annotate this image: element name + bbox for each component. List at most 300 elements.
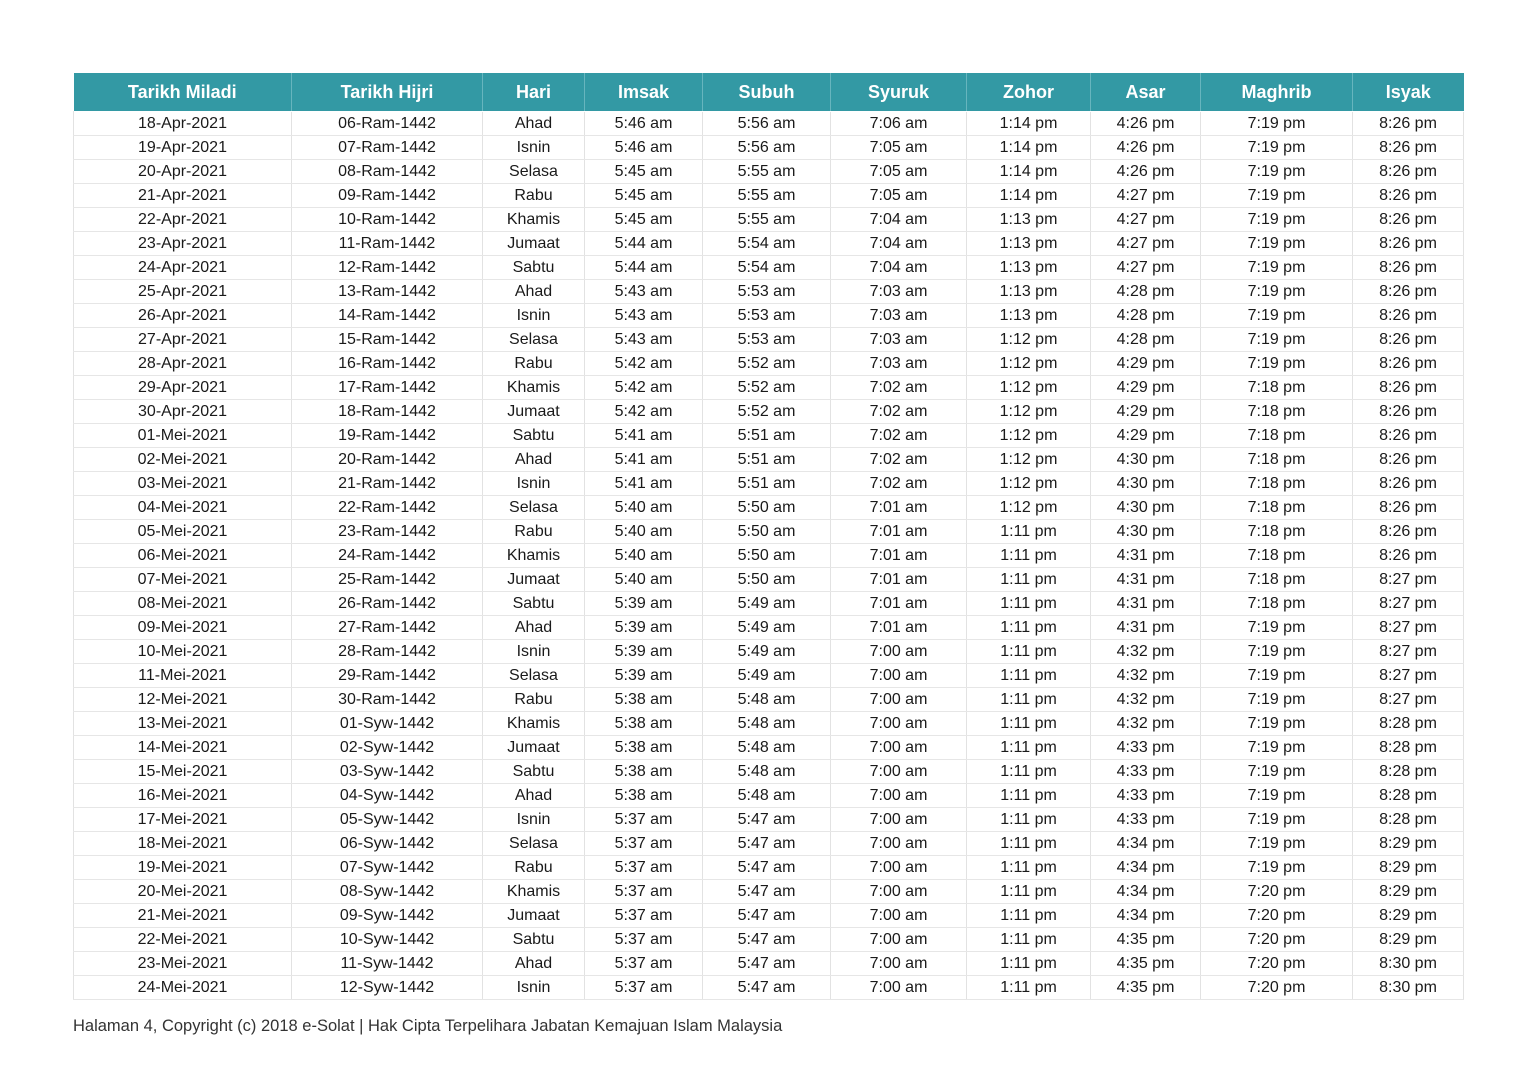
cell-imsak: 5:40 am: [585, 568, 703, 592]
cell-zohor: 1:11 pm: [967, 712, 1091, 736]
cell-tarikh-hijri: 25-Ram-1442: [292, 568, 483, 592]
cell-tarikh-hijri: 24-Ram-1442: [292, 544, 483, 568]
cell-syuruk: 7:03 am: [831, 280, 967, 304]
cell-isyak: 8:29 pm: [1353, 856, 1464, 880]
cell-hari: Isnin: [483, 808, 585, 832]
cell-hari: Ahad: [483, 448, 585, 472]
cell-subuh: 5:49 am: [703, 640, 831, 664]
cell-syuruk: 7:03 am: [831, 352, 967, 376]
cell-tarikh-miladi: 13-Mei-2021: [74, 712, 292, 736]
cell-zohor: 1:11 pm: [967, 904, 1091, 928]
cell-zohor: 1:14 pm: [967, 160, 1091, 184]
cell-hari: Ahad: [483, 280, 585, 304]
cell-maghrib: 7:18 pm: [1201, 376, 1353, 400]
cell-isyak: 8:28 pm: [1353, 760, 1464, 784]
cell-syuruk: 7:00 am: [831, 952, 967, 976]
cell-tarikh-hijri: 27-Ram-1442: [292, 616, 483, 640]
table-row: [74, 520, 1464, 544]
table-row: [74, 616, 1464, 640]
cell-tarikh-miladi: 08-Mei-2021: [74, 592, 292, 616]
cell-imsak: 5:46 am: [585, 136, 703, 160]
cell-subuh: 5:47 am: [703, 832, 831, 856]
cell-tarikh-miladi: 16-Mei-2021: [74, 784, 292, 808]
cell-asar: 4:33 pm: [1091, 736, 1201, 760]
table-row: [74, 256, 1464, 280]
cell-imsak: 5:38 am: [585, 784, 703, 808]
cell-syuruk: 7:00 am: [831, 760, 967, 784]
cell-hari: Rabu: [483, 688, 585, 712]
table-row: [74, 592, 1464, 616]
cell-tarikh-miladi: 04-Mei-2021: [74, 496, 292, 520]
cell-isyak: 8:30 pm: [1353, 976, 1464, 1000]
cell-tarikh-miladi: 24-Mei-2021: [74, 976, 292, 1000]
cell-isyak: 8:29 pm: [1353, 904, 1464, 928]
cell-maghrib: 7:19 pm: [1201, 352, 1353, 376]
prayer-times-table: [73, 73, 1464, 1000]
cell-tarikh-hijri: 11-Syw-1442: [292, 952, 483, 976]
cell-tarikh-hijri: 06-Syw-1442: [292, 832, 483, 856]
cell-hari: Khamis: [483, 208, 585, 232]
cell-asar: 4:27 pm: [1091, 256, 1201, 280]
cell-tarikh-miladi: 23-Apr-2021: [74, 232, 292, 256]
cell-zohor: 1:11 pm: [967, 520, 1091, 544]
cell-imsak: 5:38 am: [585, 688, 703, 712]
cell-zohor: 1:11 pm: [967, 976, 1091, 1000]
cell-hari: Khamis: [483, 376, 585, 400]
cell-subuh: 5:47 am: [703, 880, 831, 904]
cell-imsak: 5:37 am: [585, 856, 703, 880]
cell-maghrib: 7:19 pm: [1201, 736, 1353, 760]
cell-syuruk: 7:00 am: [831, 640, 967, 664]
cell-zohor: 1:11 pm: [967, 928, 1091, 952]
cell-isyak: 8:26 pm: [1353, 472, 1464, 496]
cell-maghrib: 7:19 pm: [1201, 328, 1353, 352]
cell-tarikh-hijri: 14-Ram-1442: [292, 304, 483, 328]
table-row: [74, 376, 1464, 400]
cell-isyak: 8:26 pm: [1353, 112, 1464, 136]
table-row: [74, 712, 1464, 736]
cell-imsak: 5:37 am: [585, 928, 703, 952]
cell-isyak: 8:29 pm: [1353, 880, 1464, 904]
cell-subuh: 5:50 am: [703, 520, 831, 544]
cell-syuruk: 7:01 am: [831, 520, 967, 544]
cell-tarikh-miladi: 20-Apr-2021: [74, 160, 292, 184]
cell-maghrib: 7:19 pm: [1201, 856, 1353, 880]
cell-zohor: 1:11 pm: [967, 832, 1091, 856]
cell-tarikh-hijri: 21-Ram-1442: [292, 472, 483, 496]
cell-asar: 4:33 pm: [1091, 760, 1201, 784]
cell-syuruk: 7:02 am: [831, 400, 967, 424]
cell-imsak: 5:41 am: [585, 448, 703, 472]
cell-subuh: 5:50 am: [703, 568, 831, 592]
cell-zohor: 1:11 pm: [967, 640, 1091, 664]
cell-tarikh-hijri: 08-Ram-1442: [292, 160, 483, 184]
cell-asar: 4:26 pm: [1091, 160, 1201, 184]
cell-zohor: 1:12 pm: [967, 400, 1091, 424]
table-row: [74, 328, 1464, 352]
cell-hari: Rabu: [483, 352, 585, 376]
cell-isyak: 8:26 pm: [1353, 400, 1464, 424]
table-row: [74, 208, 1464, 232]
cell-subuh: 5:47 am: [703, 904, 831, 928]
cell-asar: 4:27 pm: [1091, 232, 1201, 256]
cell-hari: Jumaat: [483, 232, 585, 256]
cell-imsak: 5:43 am: [585, 280, 703, 304]
cell-maghrib: 7:19 pm: [1201, 760, 1353, 784]
cell-isyak: 8:26 pm: [1353, 208, 1464, 232]
cell-zohor: 1:12 pm: [967, 352, 1091, 376]
cell-maghrib: 7:19 pm: [1201, 160, 1353, 184]
header-imsak: Imsak: [585, 73, 703, 111]
cell-hari: Rabu: [483, 184, 585, 208]
cell-isyak: 8:26 pm: [1353, 232, 1464, 256]
table-row: [74, 688, 1464, 712]
cell-hari: Rabu: [483, 520, 585, 544]
cell-asar: 4:32 pm: [1091, 688, 1201, 712]
cell-tarikh-miladi: 22-Mei-2021: [74, 928, 292, 952]
cell-syuruk: 7:00 am: [831, 664, 967, 688]
cell-asar: 4:28 pm: [1091, 328, 1201, 352]
cell-isyak: 8:27 pm: [1353, 640, 1464, 664]
cell-tarikh-miladi: 23-Mei-2021: [74, 952, 292, 976]
cell-tarikh-miladi: 28-Apr-2021: [74, 352, 292, 376]
cell-zohor: 1:11 pm: [967, 808, 1091, 832]
table-row: [74, 760, 1464, 784]
cell-subuh: 5:55 am: [703, 208, 831, 232]
cell-maghrib: 7:19 pm: [1201, 808, 1353, 832]
cell-syuruk: 7:00 am: [831, 688, 967, 712]
cell-imsak: 5:39 am: [585, 616, 703, 640]
cell-asar: 4:30 pm: [1091, 472, 1201, 496]
header-tarikh-hijri: Tarikh Hijri: [292, 73, 483, 111]
header-maghrib: Maghrib: [1201, 73, 1353, 111]
cell-imsak: 5:41 am: [585, 472, 703, 496]
cell-zohor: 1:12 pm: [967, 328, 1091, 352]
header-zohor: Zohor: [967, 73, 1091, 111]
cell-tarikh-hijri: 23-Ram-1442: [292, 520, 483, 544]
cell-zohor: 1:12 pm: [967, 376, 1091, 400]
cell-syuruk: 7:01 am: [831, 592, 967, 616]
cell-hari: Sabtu: [483, 256, 585, 280]
cell-subuh: 5:56 am: [703, 136, 831, 160]
cell-imsak: 5:44 am: [585, 232, 703, 256]
cell-maghrib: 7:19 pm: [1201, 640, 1353, 664]
cell-imsak: 5:38 am: [585, 760, 703, 784]
cell-subuh: 5:47 am: [703, 856, 831, 880]
cell-zohor: 1:11 pm: [967, 736, 1091, 760]
cell-maghrib: 7:20 pm: [1201, 976, 1353, 1000]
cell-asar: 4:29 pm: [1091, 376, 1201, 400]
cell-tarikh-miladi: 19-Apr-2021: [74, 136, 292, 160]
cell-syuruk: 7:00 am: [831, 808, 967, 832]
cell-tarikh-miladi: 21-Apr-2021: [74, 184, 292, 208]
cell-imsak: 5:41 am: [585, 424, 703, 448]
cell-maghrib: 7:19 pm: [1201, 256, 1353, 280]
cell-isyak: 8:26 pm: [1353, 256, 1464, 280]
cell-imsak: 5:45 am: [585, 160, 703, 184]
cell-isyak: 8:26 pm: [1353, 376, 1464, 400]
cell-asar: 4:34 pm: [1091, 856, 1201, 880]
cell-zohor: 1:11 pm: [967, 544, 1091, 568]
cell-maghrib: 7:20 pm: [1201, 928, 1353, 952]
table-body: [74, 111, 1464, 1000]
cell-subuh: 5:51 am: [703, 448, 831, 472]
cell-zohor: 1:11 pm: [967, 760, 1091, 784]
cell-imsak: 5:46 am: [585, 112, 703, 136]
cell-syuruk: 7:00 am: [831, 736, 967, 760]
cell-hari: Sabtu: [483, 592, 585, 616]
table-row: [74, 112, 1464, 136]
cell-imsak: 5:40 am: [585, 520, 703, 544]
cell-tarikh-miladi: 07-Mei-2021: [74, 568, 292, 592]
cell-imsak: 5:40 am: [585, 544, 703, 568]
cell-asar: 4:33 pm: [1091, 808, 1201, 832]
cell-isyak: 8:26 pm: [1353, 544, 1464, 568]
cell-tarikh-hijri: 10-Ram-1442: [292, 208, 483, 232]
table-row: [74, 280, 1464, 304]
cell-subuh: 5:48 am: [703, 736, 831, 760]
cell-zohor: 1:12 pm: [967, 448, 1091, 472]
cell-isyak: 8:28 pm: [1353, 808, 1464, 832]
table-row: [74, 856, 1464, 880]
cell-tarikh-hijri: 15-Ram-1442: [292, 328, 483, 352]
cell-subuh: 5:50 am: [703, 544, 831, 568]
cell-tarikh-hijri: 08-Syw-1442: [292, 880, 483, 904]
cell-isyak: 8:26 pm: [1353, 496, 1464, 520]
cell-syuruk: 7:02 am: [831, 376, 967, 400]
cell-tarikh-hijri: 11-Ram-1442: [292, 232, 483, 256]
table-row: [74, 952, 1464, 976]
cell-tarikh-miladi: 29-Apr-2021: [74, 376, 292, 400]
header-subuh: Subuh: [703, 73, 831, 111]
cell-maghrib: 7:19 pm: [1201, 688, 1353, 712]
table-row: [74, 832, 1464, 856]
cell-imsak: 5:43 am: [585, 328, 703, 352]
cell-zohor: 1:14 pm: [967, 112, 1091, 136]
table-row: [74, 496, 1464, 520]
cell-asar: 4:35 pm: [1091, 928, 1201, 952]
cell-isyak: 8:29 pm: [1353, 832, 1464, 856]
cell-tarikh-hijri: 01-Syw-1442: [292, 712, 483, 736]
cell-maghrib: 7:18 pm: [1201, 544, 1353, 568]
cell-maghrib: 7:20 pm: [1201, 904, 1353, 928]
cell-subuh: 5:49 am: [703, 616, 831, 640]
cell-tarikh-hijri: 30-Ram-1442: [292, 688, 483, 712]
cell-hari: Rabu: [483, 856, 585, 880]
cell-isyak: 8:26 pm: [1353, 304, 1464, 328]
cell-isyak: 8:26 pm: [1353, 280, 1464, 304]
cell-tarikh-miladi: 25-Apr-2021: [74, 280, 292, 304]
cell-hari: Sabtu: [483, 928, 585, 952]
cell-tarikh-hijri: 16-Ram-1442: [292, 352, 483, 376]
cell-syuruk: 7:00 am: [831, 712, 967, 736]
cell-maghrib: 7:20 pm: [1201, 952, 1353, 976]
table-row: [74, 736, 1464, 760]
cell-tarikh-miladi: 09-Mei-2021: [74, 616, 292, 640]
cell-maghrib: 7:19 pm: [1201, 304, 1353, 328]
cell-asar: 4:26 pm: [1091, 136, 1201, 160]
table-row: [74, 232, 1464, 256]
cell-asar: 4:29 pm: [1091, 352, 1201, 376]
cell-syuruk: 7:05 am: [831, 160, 967, 184]
cell-subuh: 5:52 am: [703, 376, 831, 400]
cell-hari: Ahad: [483, 952, 585, 976]
cell-subuh: 5:47 am: [703, 808, 831, 832]
cell-imsak: 5:37 am: [585, 832, 703, 856]
cell-subuh: 5:47 am: [703, 976, 831, 1000]
cell-isyak: 8:28 pm: [1353, 712, 1464, 736]
cell-syuruk: 7:04 am: [831, 256, 967, 280]
cell-tarikh-hijri: 26-Ram-1442: [292, 592, 483, 616]
cell-tarikh-hijri: 09-Ram-1442: [292, 184, 483, 208]
table-row: [74, 808, 1464, 832]
cell-syuruk: 7:05 am: [831, 136, 967, 160]
cell-maghrib: 7:19 pm: [1201, 184, 1353, 208]
cell-asar: 4:34 pm: [1091, 904, 1201, 928]
cell-asar: 4:31 pm: [1091, 544, 1201, 568]
cell-hari: Sabtu: [483, 424, 585, 448]
cell-subuh: 5:54 am: [703, 256, 831, 280]
cell-syuruk: 7:00 am: [831, 856, 967, 880]
cell-asar: 4:30 pm: [1091, 520, 1201, 544]
cell-zohor: 1:11 pm: [967, 616, 1091, 640]
cell-imsak: 5:37 am: [585, 952, 703, 976]
table-row: [74, 304, 1464, 328]
table-row: [74, 544, 1464, 568]
cell-maghrib: 7:18 pm: [1201, 448, 1353, 472]
cell-asar: 4:32 pm: [1091, 664, 1201, 688]
cell-zohor: 1:13 pm: [967, 256, 1091, 280]
cell-tarikh-hijri: 18-Ram-1442: [292, 400, 483, 424]
cell-asar: 4:30 pm: [1091, 496, 1201, 520]
cell-isyak: 8:27 pm: [1353, 592, 1464, 616]
cell-subuh: 5:55 am: [703, 184, 831, 208]
cell-tarikh-hijri: 28-Ram-1442: [292, 640, 483, 664]
cell-syuruk: 7:00 am: [831, 976, 967, 1000]
cell-syuruk: 7:04 am: [831, 232, 967, 256]
cell-asar: 4:31 pm: [1091, 592, 1201, 616]
table-row: [74, 784, 1464, 808]
cell-asar: 4:28 pm: [1091, 280, 1201, 304]
cell-asar: 4:27 pm: [1091, 184, 1201, 208]
cell-maghrib: 7:19 pm: [1201, 136, 1353, 160]
cell-tarikh-miladi: 06-Mei-2021: [74, 544, 292, 568]
cell-imsak: 5:43 am: [585, 304, 703, 328]
cell-syuruk: 7:00 am: [831, 880, 967, 904]
cell-subuh: 5:47 am: [703, 952, 831, 976]
cell-zohor: 1:14 pm: [967, 136, 1091, 160]
cell-syuruk: 7:01 am: [831, 616, 967, 640]
cell-maghrib: 7:18 pm: [1201, 424, 1353, 448]
cell-tarikh-hijri: 04-Syw-1442: [292, 784, 483, 808]
cell-hari: Jumaat: [483, 904, 585, 928]
cell-zohor: 1:11 pm: [967, 688, 1091, 712]
cell-syuruk: 7:02 am: [831, 448, 967, 472]
cell-imsak: 5:42 am: [585, 376, 703, 400]
cell-tarikh-hijri: 02-Syw-1442: [292, 736, 483, 760]
cell-imsak: 5:37 am: [585, 880, 703, 904]
cell-subuh: 5:48 am: [703, 784, 831, 808]
cell-syuruk: 7:05 am: [831, 184, 967, 208]
cell-tarikh-miladi: 30-Apr-2021: [74, 400, 292, 424]
cell-asar: 4:35 pm: [1091, 952, 1201, 976]
cell-imsak: 5:38 am: [585, 712, 703, 736]
cell-hari: Selasa: [483, 160, 585, 184]
cell-zohor: 1:11 pm: [967, 880, 1091, 904]
cell-zohor: 1:11 pm: [967, 856, 1091, 880]
cell-zohor: 1:14 pm: [967, 184, 1091, 208]
cell-tarikh-hijri: 06-Ram-1442: [292, 112, 483, 136]
cell-tarikh-miladi: 14-Mei-2021: [74, 736, 292, 760]
cell-syuruk: 7:03 am: [831, 328, 967, 352]
cell-asar: 4:27 pm: [1091, 208, 1201, 232]
cell-asar: 4:32 pm: [1091, 640, 1201, 664]
cell-tarikh-miladi: 17-Mei-2021: [74, 808, 292, 832]
cell-hari: Isnin: [483, 472, 585, 496]
cell-syuruk: 7:00 am: [831, 904, 967, 928]
cell-maghrib: 7:19 pm: [1201, 784, 1353, 808]
cell-tarikh-hijri: 07-Syw-1442: [292, 856, 483, 880]
cell-asar: 4:34 pm: [1091, 832, 1201, 856]
cell-hari: Sabtu: [483, 760, 585, 784]
cell-tarikh-miladi: 02-Mei-2021: [74, 448, 292, 472]
cell-syuruk: 7:06 am: [831, 112, 967, 136]
cell-isyak: 8:29 pm: [1353, 928, 1464, 952]
cell-imsak: 5:38 am: [585, 736, 703, 760]
table-row: [74, 448, 1464, 472]
header-hari: Hari: [483, 73, 585, 111]
cell-zohor: 1:13 pm: [967, 280, 1091, 304]
cell-tarikh-hijri: 12-Syw-1442: [292, 976, 483, 1000]
table-row: [74, 136, 1464, 160]
cell-tarikh-hijri: 13-Ram-1442: [292, 280, 483, 304]
cell-hari: Ahad: [483, 112, 585, 136]
cell-zohor: 1:11 pm: [967, 592, 1091, 616]
cell-isyak: 8:30 pm: [1353, 952, 1464, 976]
cell-tarikh-miladi: 19-Mei-2021: [74, 856, 292, 880]
cell-tarikh-miladi: 20-Mei-2021: [74, 880, 292, 904]
cell-hari: Isnin: [483, 640, 585, 664]
cell-maghrib: 7:19 pm: [1201, 712, 1353, 736]
cell-isyak: 8:26 pm: [1353, 184, 1464, 208]
cell-subuh: 5:53 am: [703, 328, 831, 352]
cell-tarikh-hijri: 29-Ram-1442: [292, 664, 483, 688]
cell-hari: Jumaat: [483, 736, 585, 760]
cell-hari: Ahad: [483, 784, 585, 808]
cell-maghrib: 7:20 pm: [1201, 880, 1353, 904]
cell-isyak: 8:26 pm: [1353, 136, 1464, 160]
cell-syuruk: 7:01 am: [831, 496, 967, 520]
cell-zohor: 1:11 pm: [967, 952, 1091, 976]
cell-tarikh-miladi: 15-Mei-2021: [74, 760, 292, 784]
cell-maghrib: 7:18 pm: [1201, 520, 1353, 544]
header-syuruk: Syuruk: [831, 73, 967, 111]
cell-imsak: 5:39 am: [585, 664, 703, 688]
cell-zohor: 1:11 pm: [967, 664, 1091, 688]
cell-imsak: 5:40 am: [585, 496, 703, 520]
cell-isyak: 8:26 pm: [1353, 328, 1464, 352]
cell-isyak: 8:27 pm: [1353, 688, 1464, 712]
cell-tarikh-hijri: 22-Ram-1442: [292, 496, 483, 520]
cell-maghrib: 7:18 pm: [1201, 400, 1353, 424]
cell-isyak: 8:27 pm: [1353, 616, 1464, 640]
cell-imsak: 5:39 am: [585, 592, 703, 616]
cell-subuh: 5:48 am: [703, 712, 831, 736]
cell-syuruk: 7:04 am: [831, 208, 967, 232]
cell-hari: Isnin: [483, 304, 585, 328]
cell-hari: Khamis: [483, 544, 585, 568]
cell-tarikh-miladi: 11-Mei-2021: [74, 664, 292, 688]
